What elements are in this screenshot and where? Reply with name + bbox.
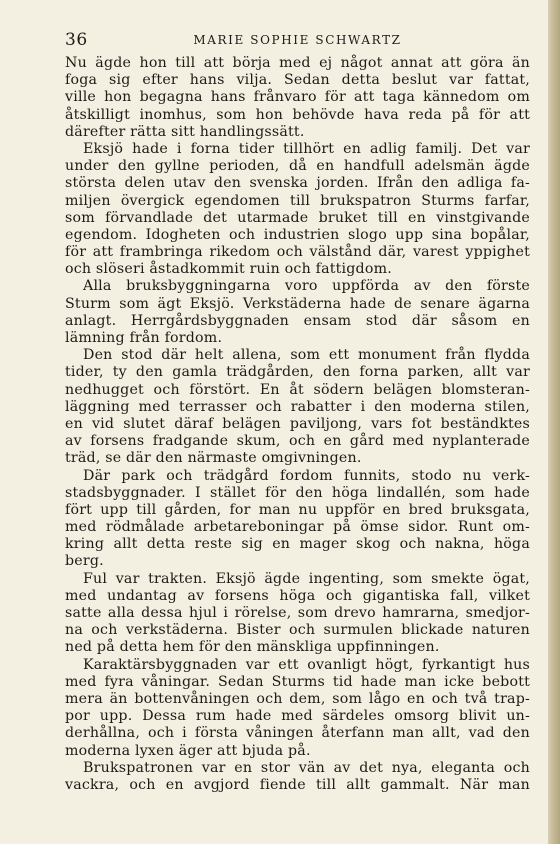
- text-line: under den gyllne perioden, då en handfull adelsmän ägde: [65, 158, 530, 175]
- text-line: tider, ty den gamla trädgården, den forna parken, allt var: [65, 364, 530, 381]
- text-line: av forsens fradgande skum, och en gård med nyplanterade: [65, 433, 530, 450]
- text-line: mera än bottenvåningen och dem, som lågo en och två trap-: [65, 690, 530, 707]
- text-line: och slöseri åstadkommit ruin och fattigdom.: [65, 261, 392, 278]
- text-line: Eksjö hade i forna tider tillhört en adlig familj. Det var: [83, 140, 530, 157]
- text-line: Nu ägde hon till att börja med ej något annat att göra än: [65, 55, 530, 71]
- page-number: 36: [65, 30, 88, 50]
- text-line: miljen övergick egendomen till brukspatron Sturms farfar,: [65, 192, 530, 209]
- text-line: ville hon begagna hans frånvaro för att taga kännedom om: [65, 89, 530, 106]
- page-header: [65, 30, 530, 50]
- text-line: fört upp till gården, for man nu uppför en bred bruksgata,: [65, 501, 530, 518]
- page-edge: [548, 0, 560, 844]
- text-line: för att frambringa rikedom och välstånd där, varest yppighet: [65, 244, 530, 261]
- text-line: egendom. Idogheten och industrien slogo upp sina bopålar,: [65, 226, 530, 243]
- text-line: lämning från fordom.: [65, 330, 223, 346]
- text-line: som förvandlade det utarmade bruket till en vinstgivande: [65, 209, 530, 226]
- text-line: en vid slutet däraf belägen paviljong, vars fot beständktes: [65, 415, 530, 432]
- running-title: MARIE SOPHIE SCHWARTZ: [193, 33, 402, 47]
- text-line: por upp. Dessa rum hade med särdeles omsorg blivit un-: [65, 708, 530, 725]
- text-line: kring allt detta reste sig en mager skog och nakna, höga: [65, 536, 530, 553]
- text-line: Brukspatronen var en stor vän av det nya, eleganta och: [83, 759, 530, 776]
- text-line: stadsbyggnader. I stället för den höga lindallén, som hade: [65, 484, 530, 501]
- body-text: [65, 55, 530, 794]
- text-line: därefter rätta sitt handlingssätt.: [65, 123, 305, 140]
- text-line: Där park och trädgård fordom funnits, stodo nu verk-: [83, 467, 530, 484]
- text-line: Karaktärsbyggnaden var ett ovanligt högt, fyrkantigt hus: [83, 656, 530, 673]
- text-line: läggning med terrasser och rabatter i den moderna stilen,: [65, 398, 530, 415]
- text-line: Ful var trakten. Eksjö ägde ingenting, som smekte ögat,: [83, 570, 530, 587]
- text-line: Den stod där helt allena, som ett monument från flydda: [83, 347, 530, 364]
- text-line: moderna lyxen äger att bjuda på.: [65, 742, 311, 759]
- text-line: satte alla dessa hjul i rörelse, som drevo hamrarna, smedjor-: [65, 605, 530, 621]
- text-line: Alla bruksbyggningarna voro uppförda av den förste: [83, 278, 530, 295]
- text-line: vackra, och en avgjord fiende till allt gammalt. När man: [65, 776, 530, 793]
- text-line: berg.: [65, 553, 104, 570]
- text-line: derhållna, och i första våningen återfann man allt, vad den: [65, 725, 530, 742]
- text-line: Sturm som ägt Eksjö. Verkstäderna hade de senare ägarna: [65, 295, 530, 312]
- text-line: åtskilligt inomhus, som hon behövde hava reda på för att: [65, 106, 530, 123]
- text-line: träd, se där den närmaste omgivningen.: [65, 450, 362, 467]
- text-line: foga sig efter hans vilja. Sedan detta beslut var fattat,: [65, 72, 530, 89]
- text-line: anlagt. Herrgårdsbyggnaden ensam stod där såsom en: [65, 312, 530, 329]
- text-line: med undantag av forsens höga och gigantiska fall, vilket: [65, 587, 530, 604]
- text-line: nedhugget och förstört. En åt södern belägen blomsteran-: [65, 381, 530, 398]
- text-line: med rödmålade arbetareboningar på ömse sidor. Runt om-: [65, 519, 530, 536]
- text-line: ned på detta hem för den mänskliga uppfinningen.: [65, 639, 440, 656]
- text-line: med fyra våningar. Sedan Sturms tid hade man icke bebott: [65, 673, 530, 690]
- text-line: na och verkstäderna. Bister och surmulen blickade naturen: [65, 622, 530, 639]
- text-line: största delen utav den svenska jorden. Ifrån den adliga fa-: [65, 175, 530, 192]
